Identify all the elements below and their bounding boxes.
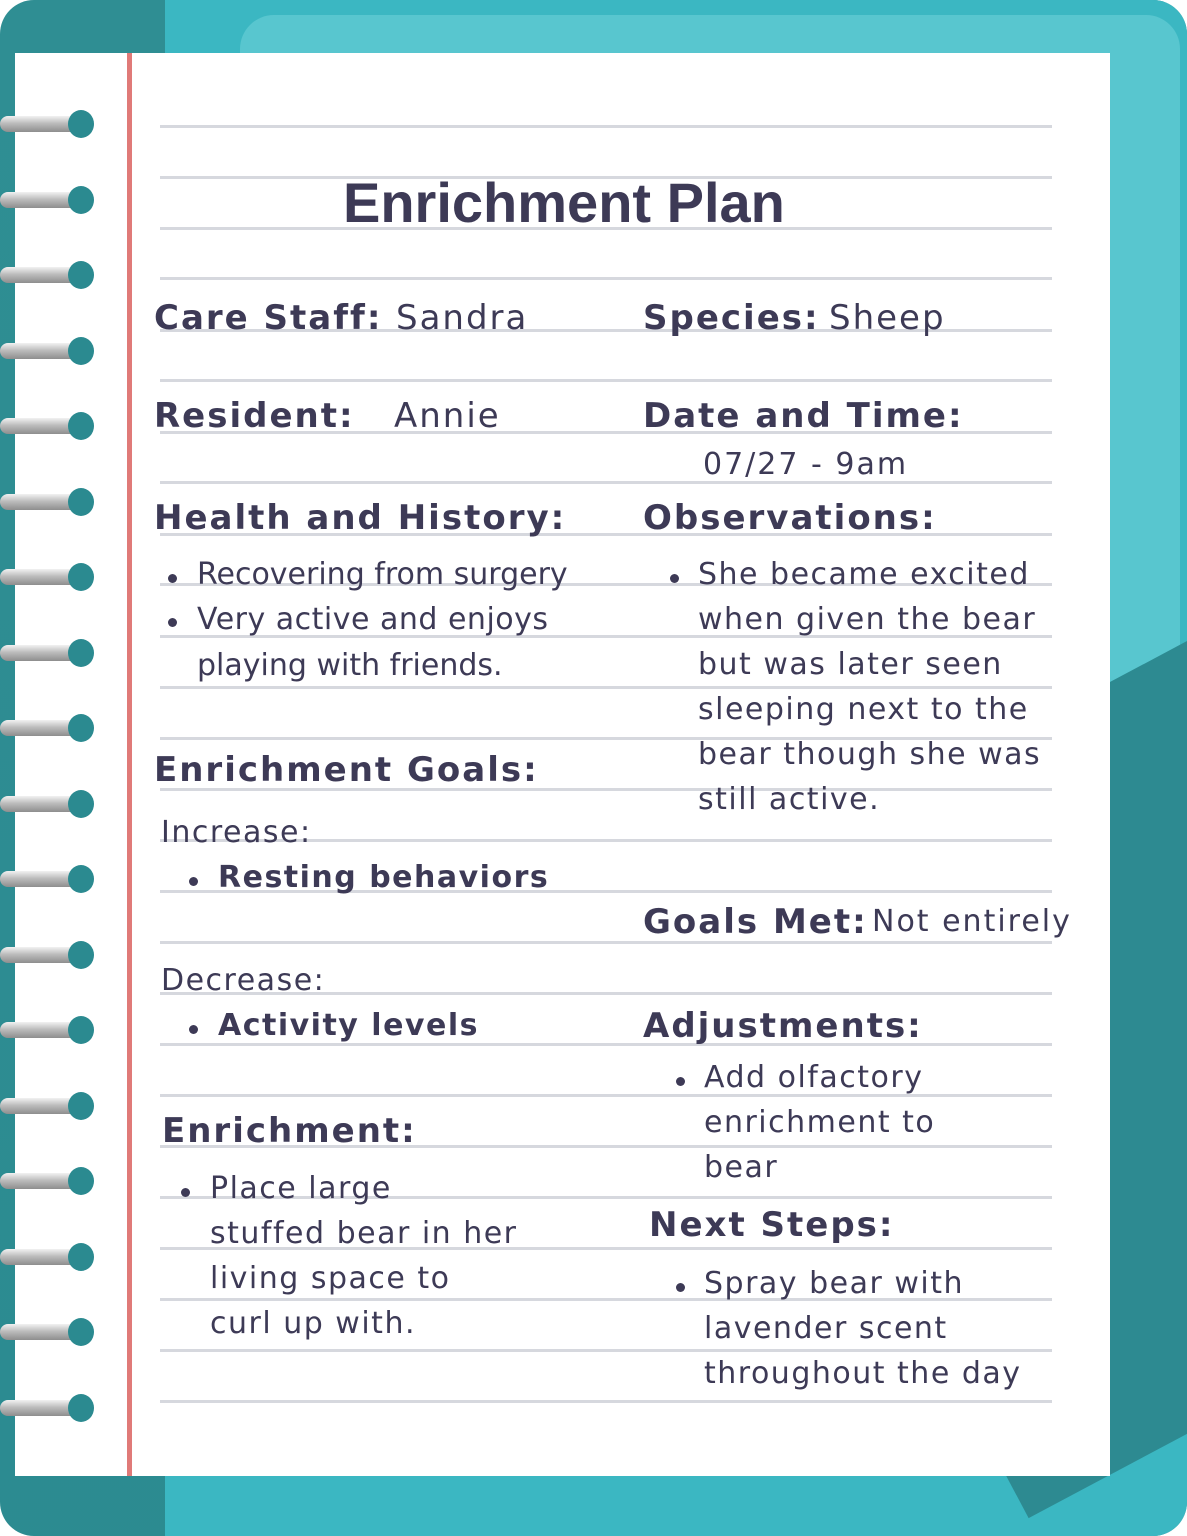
spiral-ring (0, 108, 96, 140)
spiral-ring (0, 1090, 96, 1122)
spiral-ring (0, 410, 96, 442)
ruled-line (160, 125, 1052, 128)
enrichment-line: living space to (210, 1261, 451, 1296)
enrichment-line: curl up with. (210, 1306, 416, 1341)
increase-item: Resting behaviors (218, 860, 550, 895)
ruled-line (160, 686, 1052, 689)
next-step-line: Spray bear with (704, 1266, 964, 1301)
observation-line: bear though she was (698, 737, 1042, 772)
resident-label: Resident: (154, 396, 355, 436)
health-item-continued: playing with friends. (197, 648, 503, 683)
spiral-ring (0, 335, 96, 367)
page-title: Enrichment Plan (343, 171, 785, 234)
resident-value: Annie (394, 396, 501, 436)
bullet (676, 1283, 685, 1292)
bullet (168, 574, 177, 583)
next-step-line: throughout the day (704, 1356, 1022, 1391)
spiral-ring (0, 788, 96, 820)
observation-line: sleeping next to the (698, 692, 1029, 727)
health-item: Very active and enjoys (197, 602, 549, 637)
date-time-label: Date and Time: (643, 396, 964, 436)
ruled-line (160, 481, 1052, 484)
goals-met-value: Not entirely (872, 904, 1072, 939)
enrichment-line: Place large (210, 1171, 392, 1206)
date-time-value: 07/27 - 9am (703, 447, 909, 482)
decrease-item: Activity levels (218, 1008, 479, 1043)
decrease-label: Decrease: (161, 963, 326, 998)
health-item: Recovering from surgery (197, 557, 568, 592)
bullet (189, 1025, 198, 1034)
spiral-ring (0, 1392, 96, 1424)
increase-label: Increase: (161, 815, 312, 850)
adjustment-line: Add olfactory (704, 1060, 924, 1095)
next-step-line: lavender scent (704, 1311, 948, 1346)
spiral-ring (0, 259, 96, 291)
spiral-ring (0, 637, 96, 669)
care-staff-label: Care Staff: (154, 298, 383, 338)
ruled-line (160, 277, 1052, 280)
health-history-label: Health and History: (154, 498, 567, 538)
species-label: Species: (643, 298, 820, 338)
enrichment-label: Enrichment: (162, 1111, 417, 1151)
observations-label: Observations: (643, 498, 937, 538)
enrichment-line: stuffed bear in her (210, 1216, 518, 1251)
observation-line: but was later seen (698, 647, 1003, 682)
spiral-ring (0, 486, 96, 518)
ruled-line (160, 1400, 1052, 1403)
ruled-line (160, 941, 1052, 944)
ruled-line (160, 1349, 1052, 1352)
adjustment-line: bear (704, 1150, 779, 1185)
spiral-ring (0, 1014, 96, 1046)
margin-line (127, 53, 132, 1476)
spiral-ring (0, 712, 96, 744)
spiral-ring (0, 939, 96, 971)
species-value: Sheep (829, 298, 946, 338)
bullet (168, 618, 177, 627)
adjustment-line: enrichment to (704, 1105, 936, 1140)
bullet (181, 1188, 190, 1197)
goals-met-label: Goals Met: (643, 902, 868, 942)
bullet (670, 574, 679, 583)
spiral-ring (0, 1165, 96, 1197)
bullet (189, 877, 198, 886)
spiral-ring (0, 184, 96, 216)
bullet (676, 1077, 685, 1086)
enrichment-goals-label: Enrichment Goals: (154, 750, 539, 790)
spiral-ring (0, 1241, 96, 1273)
adjustments-label: Adjustments: (643, 1006, 923, 1046)
next-steps-label: Next Steps: (649, 1205, 895, 1245)
ruled-line (160, 379, 1052, 382)
care-staff-value: Sandra (396, 298, 529, 338)
spiral-ring (0, 863, 96, 895)
observation-line: when given the bear (698, 602, 1037, 637)
spiral-ring (0, 1316, 96, 1348)
observation-line: still active. (698, 782, 881, 817)
spiral-ring (0, 561, 96, 593)
observation-line: She became excited (698, 557, 1030, 592)
